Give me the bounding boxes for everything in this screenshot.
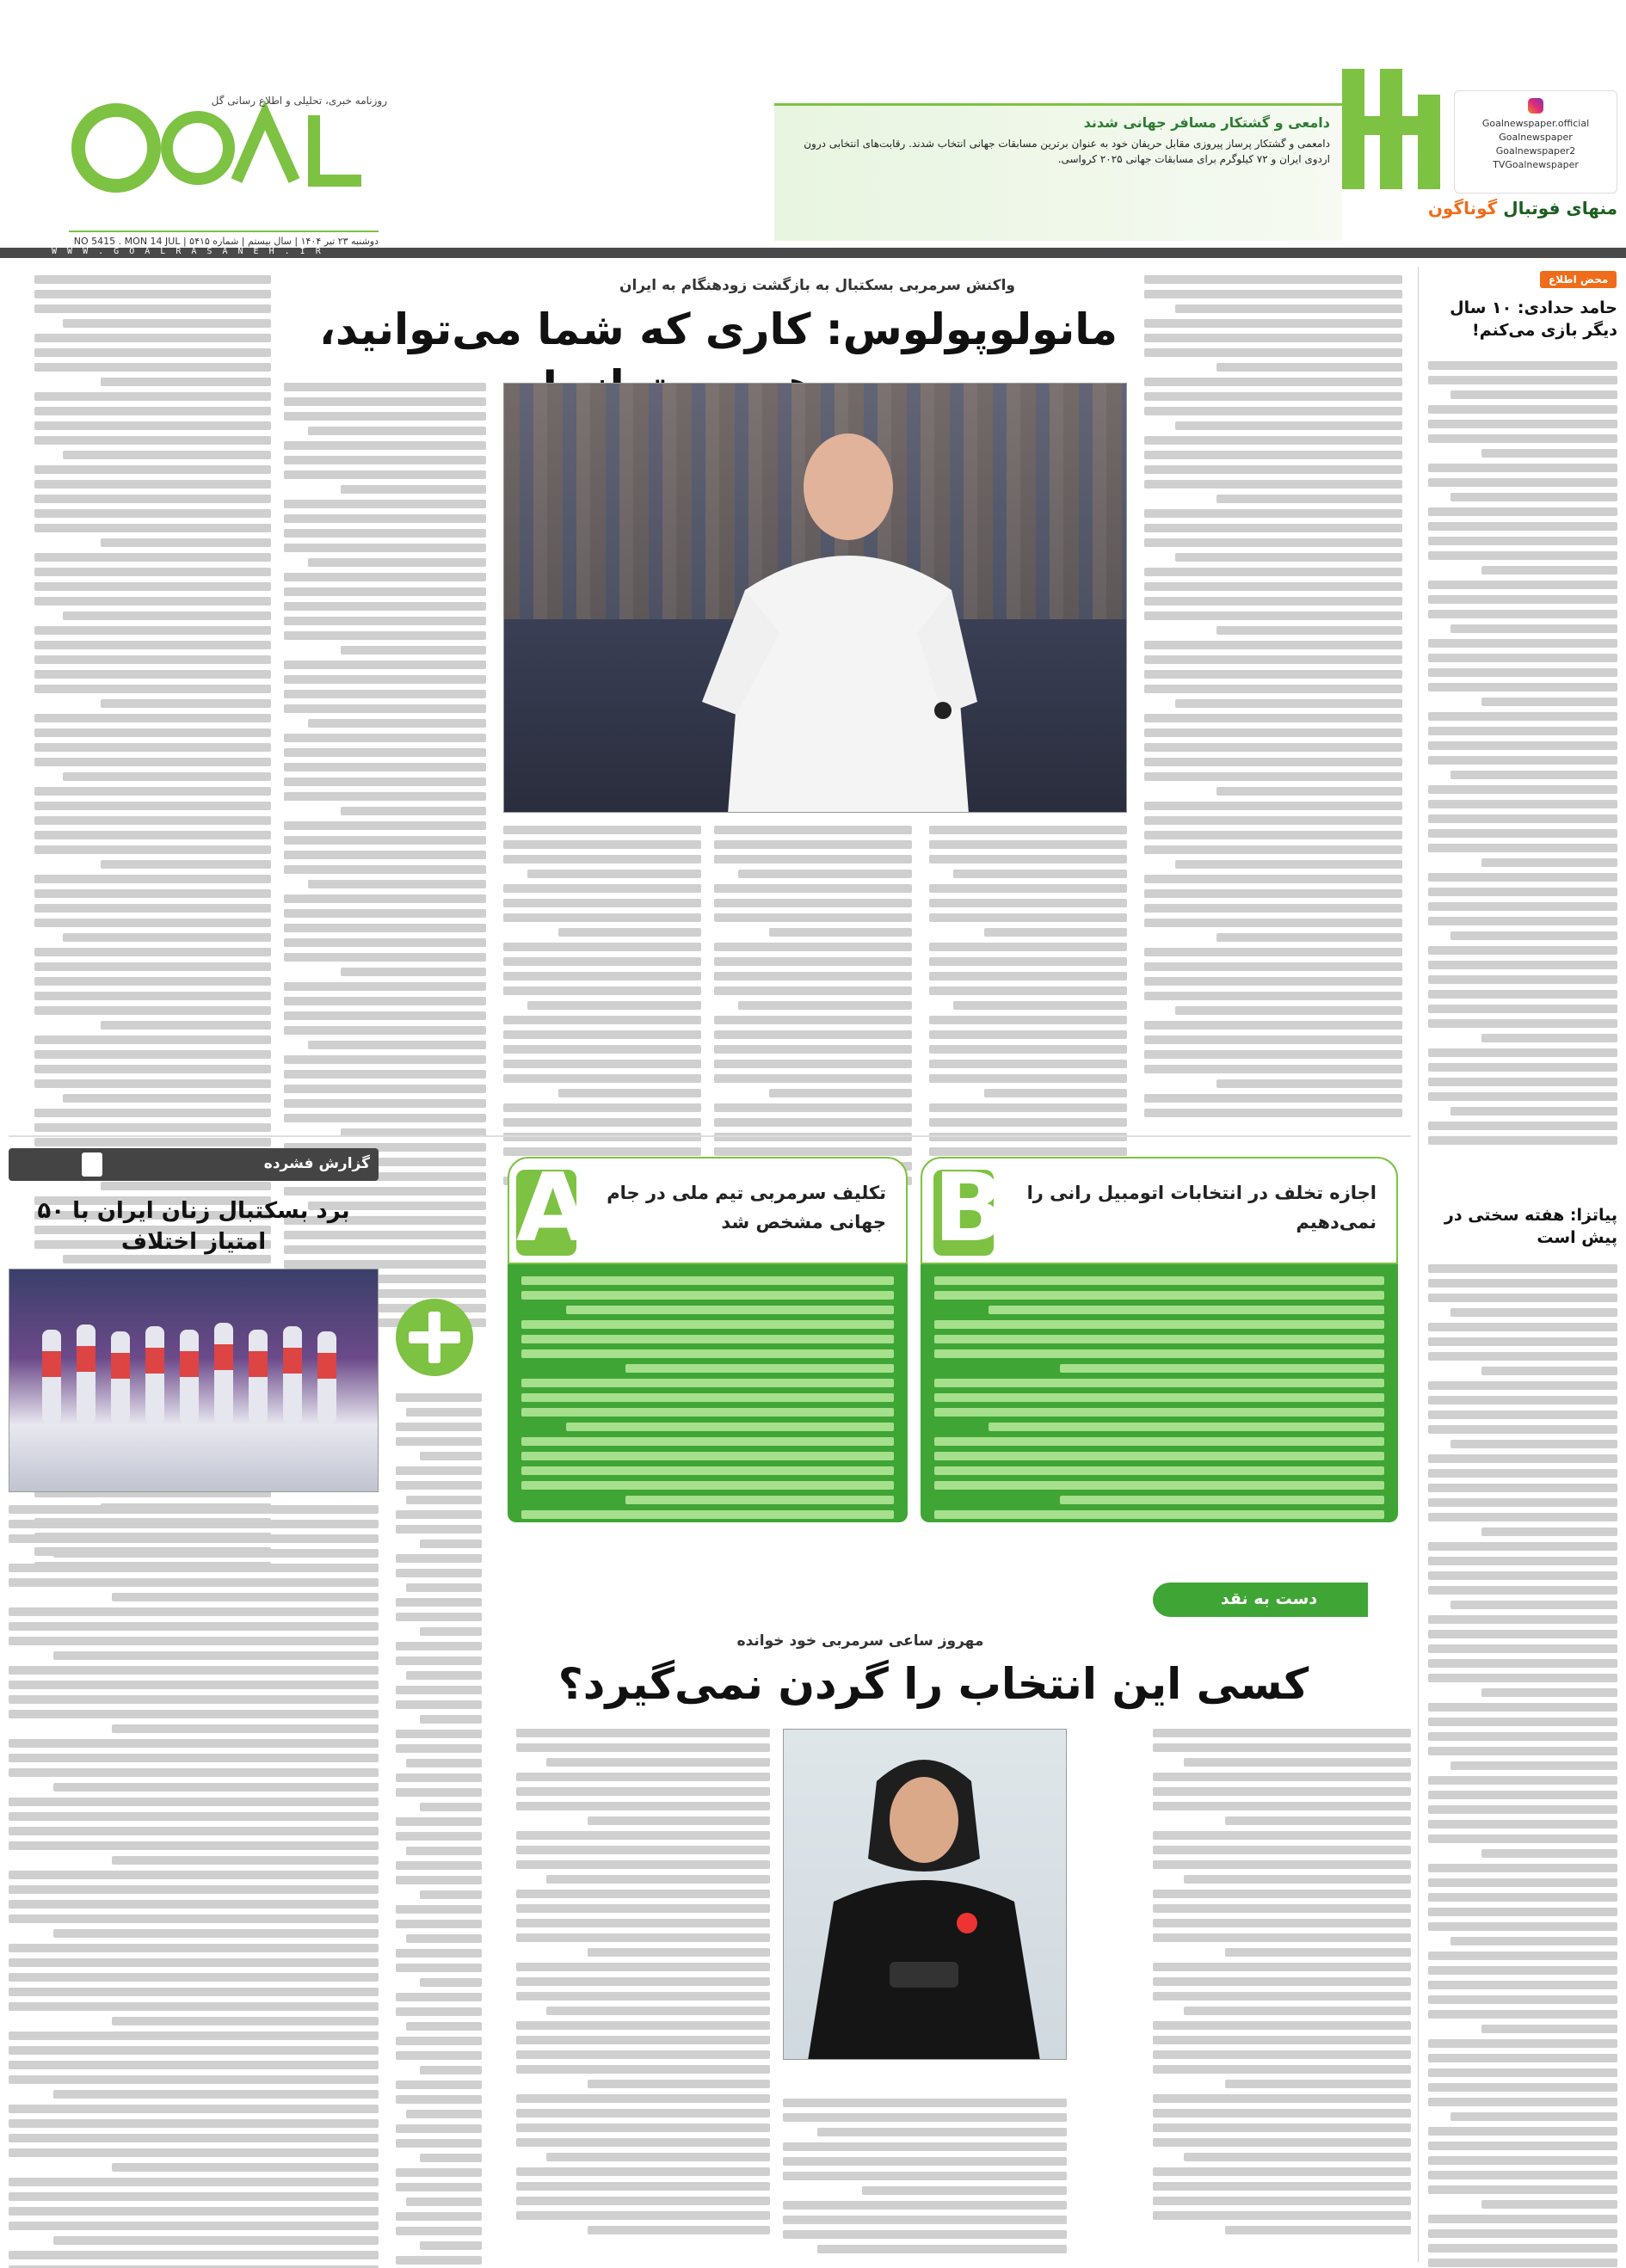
box-b-title[interactable]: اجازه تخلف در انتخابات اتومبیل رانی را نمی‌دهیم [1026,1183,1377,1232]
section-title [1342,198,1617,218]
bottom-story-col-1 [1153,1729,1411,2234]
social-handle[interactable]: Goalnewspaper.official [1481,118,1590,129]
banner-text: دامعمی و گشتکار پرساز پیروزی مقابل حریفان خود به عنوان برترین مسابقات جهانی انتخاب شدند. رقابت‌های انتخابی درون اردوی ایران و ۷۲ کیلوگرم برای مسابقات جهانی ۲۰۲۵ کرواسی. [804,138,1330,165]
sidebar-tag: محض اطلاع [1540,271,1617,288]
section-divider [9,1135,1411,1137]
main-story-col-3 [714,826,912,1185]
bottom-story-col-4 [783,2099,1067,2253]
social-links [1454,90,1617,194]
plus-column-body [396,1393,482,2268]
sidebar-headline[interactable]: حامد حدادی: ۱۰ سال دیگر بازی می‌کنم! [1450,298,1617,340]
masthead-tagline: روزنامه خبری، تحلیلی و اطلاع رسانی گل [211,95,387,107]
social-handle[interactable]: Goalnewspaper [1499,132,1573,143]
main-story-col-5 [284,383,486,1327]
instagram-icon[interactable] [1528,98,1543,114]
goal-logo[interactable] [69,95,379,198]
goal-logo-mark [69,95,379,198]
box-a-title[interactable]: تکلیف سرمربی تیم ملی در جام جهانی مشخص شد [607,1183,886,1232]
bottom-kicker: مهروز ساعی سرمربی خود خوانده [736,1632,984,1650]
box-a-letter: A [516,1152,590,1263]
report-tag-label: گزارش فشرده [263,1155,370,1172]
sidebar-body [1428,361,1617,1145]
site-url[interactable]: W W W . G O A L R A S A N E H . I R [52,247,323,256]
social-handle[interactable]: Goalnewspaper2 [1495,145,1576,157]
banner-headline: دامعی و گشتکار مسافر جهانی شدند [1083,114,1330,131]
main-story-col-2 [929,826,1127,1185]
document-icon [82,1152,102,1177]
box-b-letter: B [933,1152,1006,1263]
team-photo[interactable] [9,1269,379,1492]
coach-portrait-photo[interactable] [783,1729,1067,2060]
sidebar-second-body [1428,1264,1617,2268]
team-figures [9,1269,378,1492]
coach-photo[interactable] [503,383,1127,813]
report-body [9,1505,379,2268]
main-headline[interactable]: مانولوپولوس: کاری که شما می‌توانید، [318,304,1118,354]
main-story-col-4 [503,826,701,1185]
critique-tag-label: دست به نقد [1220,1589,1318,1608]
bottom-story-col-3 [516,1729,770,2234]
main-kicker: واکنش سرمربی بسکتبال به بازگشت زودهنگام به ایران [619,277,1015,294]
section-sub: گوناگون [1427,198,1498,218]
headline-banner [774,103,1342,241]
bottom-headline[interactable]: کسی این انتخاب را گردن نمی‌گیرد؟ [557,1659,1309,1709]
coach-portrait-figure [783,1730,1066,2060]
report-headline[interactable]: برد بسکتبال زنان ایران با ۵۰ امتیاز اختلاف [37,1198,350,1255]
box-a-body [508,1264,908,1522]
column-divider [1418,267,1419,2262]
box-b-body [921,1264,1398,1522]
main-story-col-1 [1144,275,1402,1117]
coach-figure [693,418,986,813]
issue-info: دوشنبه ۲۳ تیر ۱۴۰۴ | سال بیستم | شماره ۵۴۱۵ | NO 5415 . MON 14 JUL [69,230,379,258]
social-handle[interactable]: TVGoalnewspaper [1493,159,1579,170]
section-name: منهای فوتبال [1503,198,1617,218]
sidebar-second-headline[interactable]: پیاتزا: هفته سختی در پیش است [1444,1206,1617,1247]
plus-icon [396,1299,473,1376]
